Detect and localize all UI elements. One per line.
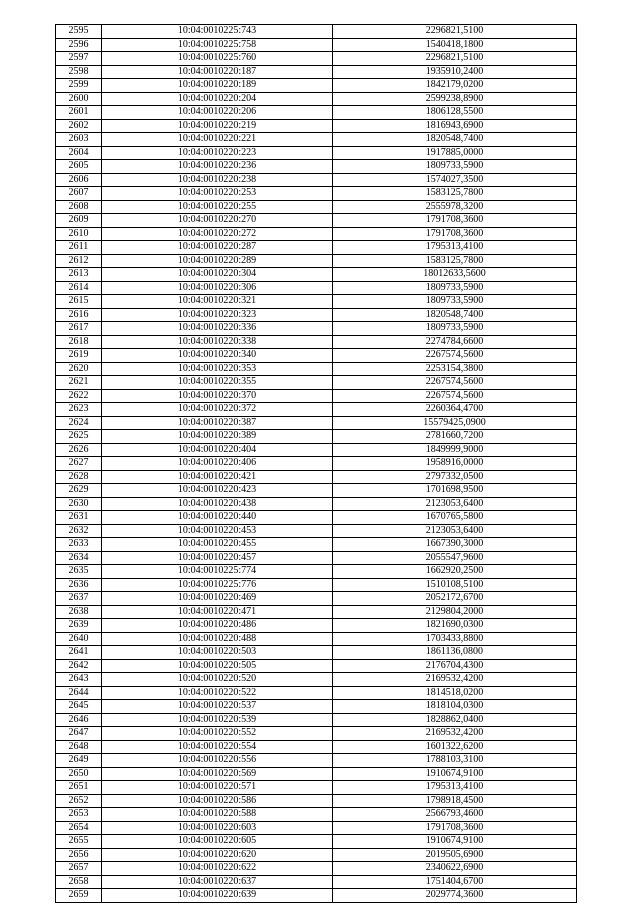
row-number-cell: 2618 [56, 335, 102, 349]
table-row [56, 416, 577, 430]
table-row [56, 848, 577, 862]
value-cell: 2797332,0500 [333, 470, 577, 484]
table-row [56, 146, 577, 160]
cadastral-code-cell: 10:04:0010220:372 [102, 403, 333, 417]
row-number-cell: 2623 [56, 403, 102, 417]
row-number-cell: 2602 [56, 119, 102, 133]
cadastral-code-cell: 10:04:0010220:620 [102, 848, 333, 862]
value-cell: 1795313,4100 [333, 241, 577, 255]
row-number-cell: 2610 [56, 227, 102, 241]
row-number-cell: 2615 [56, 295, 102, 309]
table-row [56, 686, 577, 700]
table-row [56, 538, 577, 552]
row-number-cell: 2651 [56, 781, 102, 795]
table-row [56, 268, 577, 282]
cadastral-code-cell: 10:04:0010220:353 [102, 362, 333, 376]
cadastral-code-cell: 10:04:0010225:743 [102, 25, 333, 39]
row-number-cell: 2643 [56, 673, 102, 687]
cadastral-code-cell: 10:04:0010220:554 [102, 740, 333, 754]
cadastral-code-cell: 10:04:0010220:336 [102, 322, 333, 336]
row-number-cell: 2608 [56, 200, 102, 214]
cadastral-code-cell: 10:04:0010220:289 [102, 254, 333, 268]
row-number-cell: 2609 [56, 214, 102, 228]
table-row [56, 835, 577, 849]
cadastral-code-cell: 10:04:0010220:505 [102, 659, 333, 673]
cadastral-code-cell: 10:04:0010220:488 [102, 632, 333, 646]
cadastral-code-cell: 10:04:0010220:569 [102, 767, 333, 781]
row-number-cell: 2620 [56, 362, 102, 376]
table-row [56, 187, 577, 201]
row-number-cell: 2639 [56, 619, 102, 633]
cadastral-code-cell: 10:04:0010220:637 [102, 875, 333, 889]
row-number-cell: 2630 [56, 497, 102, 511]
value-cell: 2029774,3600 [333, 889, 577, 903]
row-number-cell: 2616 [56, 308, 102, 322]
table-row [56, 173, 577, 187]
table-row [56, 632, 577, 646]
row-number-cell: 2646 [56, 713, 102, 727]
row-number-cell: 2638 [56, 605, 102, 619]
value-cell: 2055547,9600 [333, 551, 577, 565]
value-cell: 2123053,6400 [333, 524, 577, 538]
registry-table-body [56, 25, 577, 903]
row-number-cell: 2612 [56, 254, 102, 268]
cadastral-code-cell: 10:04:0010225:776 [102, 578, 333, 592]
cadastral-code-cell: 10:04:0010220:539 [102, 713, 333, 727]
table-row [56, 65, 577, 79]
row-number-cell: 2654 [56, 821, 102, 835]
table-row [56, 214, 577, 228]
value-cell: 2566793,4600 [333, 808, 577, 822]
value-cell: 1818104,0300 [333, 700, 577, 714]
cadastral-code-cell: 10:04:0010225:758 [102, 38, 333, 52]
value-cell: 1751404,6700 [333, 875, 577, 889]
cadastral-code-cell: 10:04:0010220:537 [102, 700, 333, 714]
table-row [56, 511, 577, 525]
value-cell: 2169532,4200 [333, 673, 577, 687]
registry-table [55, 24, 577, 903]
cadastral-code-cell: 10:04:0010220:338 [102, 335, 333, 349]
cadastral-code-cell: 10:04:0010220:404 [102, 443, 333, 457]
table-row [56, 241, 577, 255]
value-cell: 1809733,5900 [333, 281, 577, 295]
row-number-cell: 2656 [56, 848, 102, 862]
row-number-cell: 2606 [56, 173, 102, 187]
cadastral-code-cell: 10:04:0010220:355 [102, 376, 333, 390]
table-row [56, 295, 577, 309]
cadastral-code-cell: 10:04:0010220:605 [102, 835, 333, 849]
value-cell: 1809733,5900 [333, 322, 577, 336]
row-number-cell: 2633 [56, 538, 102, 552]
cadastral-code-cell: 10:04:0010220:438 [102, 497, 333, 511]
row-number-cell: 2635 [56, 565, 102, 579]
cadastral-code-cell: 10:04:0010220:421 [102, 470, 333, 484]
value-cell: 2267574,5600 [333, 376, 577, 390]
value-cell: 1583125,7800 [333, 187, 577, 201]
row-number-cell: 2626 [56, 443, 102, 457]
row-number-cell: 2632 [56, 524, 102, 538]
row-number-cell: 2649 [56, 754, 102, 768]
table-row [56, 92, 577, 106]
cadastral-code-cell: 10:04:0010220:603 [102, 821, 333, 835]
row-number-cell: 2614 [56, 281, 102, 295]
row-number-cell: 2603 [56, 133, 102, 147]
row-number-cell: 2655 [56, 835, 102, 849]
value-cell: 2555978,3200 [333, 200, 577, 214]
row-number-cell: 2605 [56, 160, 102, 174]
table-row [56, 605, 577, 619]
value-cell: 1703433,8800 [333, 632, 577, 646]
value-cell: 1806128,5500 [333, 106, 577, 120]
table-row [56, 875, 577, 889]
table-row [56, 740, 577, 754]
table-row [56, 889, 577, 903]
row-number-cell: 2640 [56, 632, 102, 646]
value-cell: 2260364,4700 [333, 403, 577, 417]
table-row [56, 551, 577, 565]
cadastral-code-cell: 10:04:0010220:221 [102, 133, 333, 147]
row-number-cell: 2641 [56, 646, 102, 660]
table-row [56, 443, 577, 457]
table-row [56, 25, 577, 39]
value-cell: 1816943,6900 [333, 119, 577, 133]
table-row [56, 457, 577, 471]
value-cell: 1814518,0200 [333, 686, 577, 700]
row-number-cell: 2628 [56, 470, 102, 484]
cadastral-code-cell: 10:04:0010220:206 [102, 106, 333, 120]
table-row [56, 322, 577, 336]
table-row [56, 403, 577, 417]
table-row [56, 79, 577, 93]
cadastral-code-cell: 10:04:0010220:471 [102, 605, 333, 619]
value-cell: 2274784,6600 [333, 335, 577, 349]
table-row [56, 133, 577, 147]
cadastral-code-cell: 10:04:0010220:552 [102, 727, 333, 741]
value-cell: 1828862,0400 [333, 713, 577, 727]
table-row [56, 376, 577, 390]
value-cell: 2129804,2000 [333, 605, 577, 619]
cadastral-code-cell: 10:04:0010220:503 [102, 646, 333, 660]
cadastral-code-cell: 10:04:0010220:639 [102, 889, 333, 903]
row-number-cell: 2653 [56, 808, 102, 822]
value-cell: 2267574,5600 [333, 349, 577, 363]
table-row [56, 794, 577, 808]
cadastral-code-cell: 10:04:0010225:774 [102, 565, 333, 579]
cadastral-code-cell: 10:04:0010220:423 [102, 484, 333, 498]
value-cell: 1540418,1800 [333, 38, 577, 52]
row-number-cell: 2611 [56, 241, 102, 255]
table-row [56, 781, 577, 795]
row-number-cell: 2599 [56, 79, 102, 93]
value-cell: 1791708,3600 [333, 227, 577, 241]
value-cell: 1583125,7800 [333, 254, 577, 268]
table-row [56, 578, 577, 592]
table-row [56, 52, 577, 66]
cadastral-code-cell: 10:04:0010220:238 [102, 173, 333, 187]
row-number-cell: 2627 [56, 457, 102, 471]
value-cell: 1917885,0000 [333, 146, 577, 160]
row-number-cell: 2642 [56, 659, 102, 673]
value-cell: 1910674,9100 [333, 835, 577, 849]
row-number-cell: 2598 [56, 65, 102, 79]
cadastral-code-cell: 10:04:0010220:389 [102, 430, 333, 444]
table-row [56, 592, 577, 606]
cadastral-code-cell: 10:04:0010220:272 [102, 227, 333, 241]
value-cell: 2296821,5100 [333, 25, 577, 39]
value-cell: 1820548,7400 [333, 133, 577, 147]
cadastral-code-cell: 10:04:0010220:522 [102, 686, 333, 700]
table-row [56, 227, 577, 241]
row-number-cell: 2658 [56, 875, 102, 889]
row-number-cell: 2617 [56, 322, 102, 336]
cadastral-code-cell: 10:04:0010220:440 [102, 511, 333, 525]
value-cell: 1821690,0300 [333, 619, 577, 633]
row-number-cell: 2644 [56, 686, 102, 700]
cadastral-code-cell: 10:04:0010220:520 [102, 673, 333, 687]
value-cell: 2176704,4300 [333, 659, 577, 673]
value-cell: 2296821,5100 [333, 52, 577, 66]
value-cell: 1795313,4100 [333, 781, 577, 795]
table-row [56, 362, 577, 376]
value-cell: 2169532,4200 [333, 727, 577, 741]
cadastral-code-cell: 10:04:0010220:270 [102, 214, 333, 228]
row-number-cell: 2636 [56, 578, 102, 592]
row-number-cell: 2607 [56, 187, 102, 201]
cadastral-code-cell: 10:04:0010220:219 [102, 119, 333, 133]
row-number-cell: 2619 [56, 349, 102, 363]
cadastral-code-cell: 10:04:0010220:189 [102, 79, 333, 93]
table-row [56, 767, 577, 781]
cadastral-code-cell: 10:04:0010220:406 [102, 457, 333, 471]
table-row [56, 160, 577, 174]
cadastral-code-cell: 10:04:0010220:223 [102, 146, 333, 160]
table-row [56, 349, 577, 363]
row-number-cell: 2629 [56, 484, 102, 498]
table-row [56, 430, 577, 444]
cadastral-code-cell: 10:04:0010220:370 [102, 389, 333, 403]
cadastral-code-cell: 10:04:0010220:387 [102, 416, 333, 430]
cadastral-code-cell: 10:04:0010220:556 [102, 754, 333, 768]
cadastral-code-cell: 10:04:0010220:455 [102, 538, 333, 552]
value-cell: 1788103,3100 [333, 754, 577, 768]
cadastral-code-cell: 10:04:0010220:204 [102, 92, 333, 106]
table-row [56, 119, 577, 133]
value-cell: 2599238,8900 [333, 92, 577, 106]
row-number-cell: 2634 [56, 551, 102, 565]
table-row [56, 821, 577, 835]
row-number-cell: 2648 [56, 740, 102, 754]
value-cell: 1842179,0200 [333, 79, 577, 93]
cadastral-code-cell: 10:04:0010220:287 [102, 241, 333, 255]
row-number-cell: 2625 [56, 430, 102, 444]
value-cell: 1798918,4500 [333, 794, 577, 808]
value-cell: 2781660,7200 [333, 430, 577, 444]
cadastral-code-cell: 10:04:0010220:304 [102, 268, 333, 282]
table-row [56, 281, 577, 295]
row-number-cell: 2659 [56, 889, 102, 903]
cadastral-code-cell: 10:04:0010220:323 [102, 308, 333, 322]
value-cell: 2267574,5600 [333, 389, 577, 403]
table-row [56, 808, 577, 822]
value-cell: 2123053,6400 [333, 497, 577, 511]
value-cell: 1958916,0000 [333, 457, 577, 471]
row-number-cell: 2595 [56, 25, 102, 39]
row-number-cell: 2652 [56, 794, 102, 808]
value-cell: 1701698,9500 [333, 484, 577, 498]
cadastral-code-cell: 10:04:0010220:321 [102, 295, 333, 309]
table-row [56, 619, 577, 633]
value-cell: 1820548,7400 [333, 308, 577, 322]
table-row [56, 389, 577, 403]
cadastral-code-cell: 10:04:0010220:486 [102, 619, 333, 633]
row-number-cell: 2624 [56, 416, 102, 430]
value-cell: 1510108,5100 [333, 578, 577, 592]
table-row [56, 713, 577, 727]
table-row [56, 862, 577, 876]
value-cell: 1601322,6200 [333, 740, 577, 754]
row-number-cell: 2622 [56, 389, 102, 403]
table-row [56, 470, 577, 484]
table-row [56, 524, 577, 538]
cadastral-code-cell: 10:04:0010220:255 [102, 200, 333, 214]
value-cell: 1670765,5800 [333, 511, 577, 525]
value-cell: 2340622,6900 [333, 862, 577, 876]
row-number-cell: 2647 [56, 727, 102, 741]
row-number-cell: 2645 [56, 700, 102, 714]
table-row [56, 38, 577, 52]
cadastral-code-cell: 10:04:0010220:571 [102, 781, 333, 795]
value-cell: 15579425,0900 [333, 416, 577, 430]
row-number-cell: 2597 [56, 52, 102, 66]
row-number-cell: 2604 [56, 146, 102, 160]
table-row [56, 308, 577, 322]
cadastral-code-cell: 10:04:0010220:306 [102, 281, 333, 295]
table-row [56, 754, 577, 768]
cadastral-code-cell: 10:04:0010220:622 [102, 862, 333, 876]
value-cell: 2019505,6900 [333, 848, 577, 862]
table-row [56, 200, 577, 214]
table-row [56, 497, 577, 511]
value-cell: 2052172,6700 [333, 592, 577, 606]
table-row [56, 254, 577, 268]
table-row [56, 700, 577, 714]
table-row [56, 565, 577, 579]
value-cell: 1574027,3500 [333, 173, 577, 187]
value-cell: 1849999,9000 [333, 443, 577, 457]
cadastral-code-cell: 10:04:0010220:187 [102, 65, 333, 79]
cadastral-code-cell: 10:04:0010220:236 [102, 160, 333, 174]
cadastral-code-cell: 10:04:0010220:469 [102, 592, 333, 606]
row-number-cell: 2596 [56, 38, 102, 52]
table-row [56, 727, 577, 741]
value-cell: 1662920,2500 [333, 565, 577, 579]
table-row [56, 673, 577, 687]
row-number-cell: 2631 [56, 511, 102, 525]
cadastral-code-cell: 10:04:0010220:586 [102, 794, 333, 808]
value-cell: 1809733,5900 [333, 160, 577, 174]
value-cell: 18012633,5600 [333, 268, 577, 282]
cadastral-code-cell: 10:04:0010225:760 [102, 52, 333, 66]
value-cell: 1809733,5900 [333, 295, 577, 309]
row-number-cell: 2621 [56, 376, 102, 390]
value-cell: 1791708,3600 [333, 214, 577, 228]
row-number-cell: 2613 [56, 268, 102, 282]
value-cell: 1910674,9100 [333, 767, 577, 781]
value-cell: 1935910,2400 [333, 65, 577, 79]
row-number-cell: 2600 [56, 92, 102, 106]
table-row [56, 484, 577, 498]
cadastral-code-cell: 10:04:0010220:588 [102, 808, 333, 822]
table-row [56, 659, 577, 673]
cadastral-code-cell: 10:04:0010220:340 [102, 349, 333, 363]
row-number-cell: 2601 [56, 106, 102, 120]
value-cell: 1667390,3000 [333, 538, 577, 552]
row-number-cell: 2650 [56, 767, 102, 781]
row-number-cell: 2637 [56, 592, 102, 606]
row-number-cell: 2657 [56, 862, 102, 876]
table-row [56, 106, 577, 120]
value-cell: 2253154,3800 [333, 362, 577, 376]
cadastral-code-cell: 10:04:0010220:457 [102, 551, 333, 565]
cadastral-code-cell: 10:04:0010220:453 [102, 524, 333, 538]
table-row [56, 646, 577, 660]
cadastral-code-cell: 10:04:0010220:253 [102, 187, 333, 201]
value-cell: 1861136,0800 [333, 646, 577, 660]
value-cell: 1791708,3600 [333, 821, 577, 835]
table-row [56, 335, 577, 349]
